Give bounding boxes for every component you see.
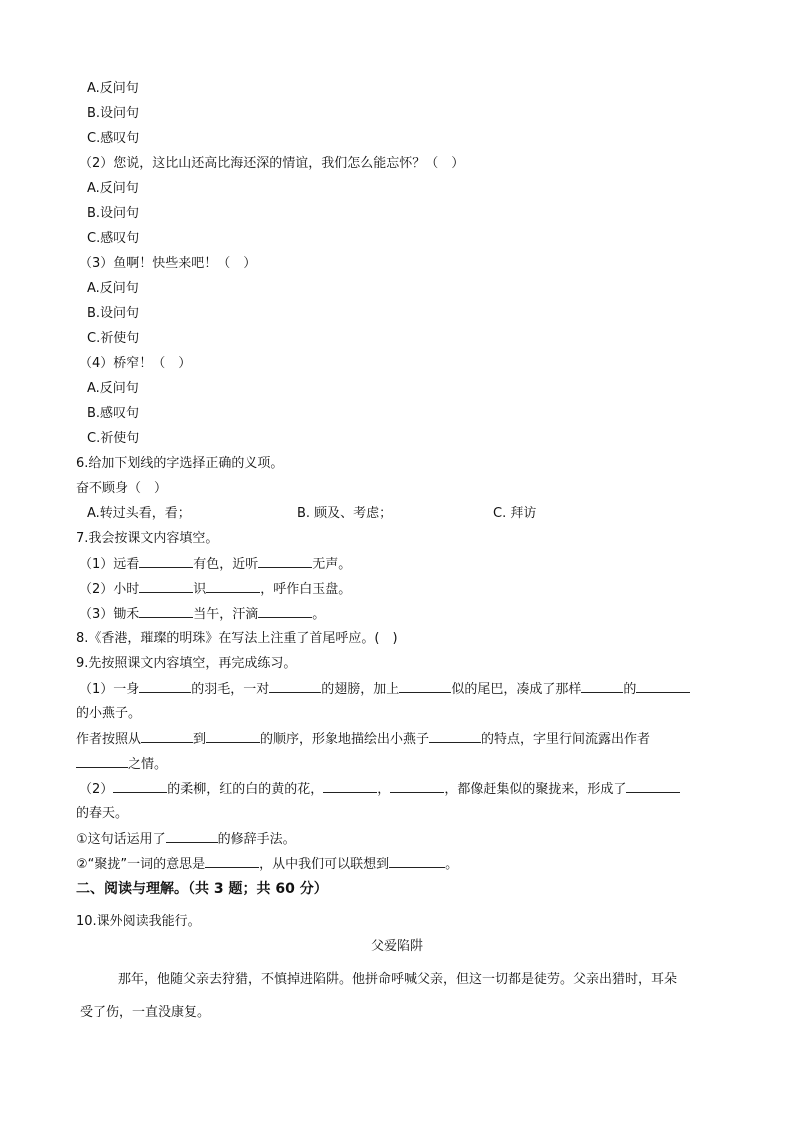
q5-4-option-b: B.感叹句 xyxy=(87,406,140,421)
passage-line-1: 那年，他随父亲去狩猎，不慎掉进陷阱。他拼命呼喊父亲，但这一切都是徒劳。父亲出猎时，耳朵 xyxy=(118,972,678,987)
q7-3-text-a: （3）锄禾 xyxy=(79,607,140,622)
answer-blank[interactable] xyxy=(139,555,193,568)
answer-blank[interactable] xyxy=(166,830,218,843)
passage-line-2: 受了伤，一直没康复。 xyxy=(80,1005,211,1020)
q9-sub-1 xyxy=(76,830,296,849)
q6-option-c: C. 拜访 xyxy=(493,506,537,521)
q9-3-text-b: 的柔柳，红的白的黄的花， xyxy=(167,782,324,797)
q9-sub-2 xyxy=(76,855,458,874)
q9-line-3b: 的春天。 xyxy=(76,806,129,821)
q7-line-3 xyxy=(79,605,325,624)
answer-blank[interactable] xyxy=(258,605,312,618)
answer-blank[interactable] xyxy=(205,855,259,868)
q9-2-text-a: 作者按照从 xyxy=(76,732,142,747)
q8-statement: 8.《香港，璀璨的明珠》在写法上注重了首尾呼应。( ) xyxy=(76,631,398,646)
answer-blank[interactable] xyxy=(206,580,260,593)
q5-1-option-a: A.反问句 xyxy=(87,81,139,96)
q7-2-text-b: 识 xyxy=(193,582,207,597)
q9-2-text-e: 之情。 xyxy=(128,757,168,772)
answer-blank[interactable] xyxy=(323,780,377,793)
q7-title: 7.我会按课文内容填空。 xyxy=(76,531,219,546)
q9-line-3 xyxy=(79,780,680,799)
q5-3-stem: （3）鱼啊！快些来吧！（ ） xyxy=(79,256,257,271)
answer-blank[interactable] xyxy=(206,730,260,743)
answer-blank[interactable] xyxy=(636,680,690,693)
q6-word: 奋不顾身（ ） xyxy=(76,481,168,496)
q9-1-text-b: 的羽毛，一对 xyxy=(191,682,270,697)
q9-c1-text-b: 的修辞手法。 xyxy=(217,832,296,847)
answer-blank[interactable] xyxy=(139,605,193,618)
q9-line-1 xyxy=(79,680,690,699)
q6-option-a: A.转过头看，看； xyxy=(87,506,191,521)
q9-3-text-c: ， xyxy=(377,782,391,797)
q6-title: 6.给加下划线的字选择正确的义项。 xyxy=(76,456,284,471)
answer-blank[interactable] xyxy=(429,730,481,743)
q9-3-text-a: （2） xyxy=(79,782,114,797)
q9-title: 9.先按照课文内容填空，再完成练习。 xyxy=(76,656,297,671)
q9-c2-text-b: ，从中我们可以联想到 xyxy=(259,857,390,872)
q9-line-1b: 的小燕子。 xyxy=(76,706,142,721)
q5-3-option-b: B.设问句 xyxy=(87,306,140,321)
q9-1-text-a: （1）一身 xyxy=(79,682,140,697)
q9-1-text-e: 的 xyxy=(623,682,637,697)
q7-2-text-c: ，呼作白玉盘。 xyxy=(260,582,352,597)
q5-2-option-b: B.设问句 xyxy=(87,206,140,221)
section-2-heading: 二、阅读与理解。（共 3 题；共 60 分） xyxy=(76,881,328,897)
answer-blank[interactable] xyxy=(258,555,312,568)
answer-blank[interactable] xyxy=(390,780,444,793)
q5-4-option-a: A.反问句 xyxy=(87,381,139,396)
q9-line-2 xyxy=(76,730,650,749)
q5-3-option-c: C.祈使句 xyxy=(87,331,140,346)
q5-2-option-c: C.感叹句 xyxy=(87,231,140,246)
q9-line-2b xyxy=(76,755,167,774)
answer-blank[interactable] xyxy=(269,680,321,693)
q9-1-text-d: 似的尾巴，凑成了那样 xyxy=(451,682,582,697)
q5-3-option-a: A.反问句 xyxy=(87,281,139,296)
q9-2-text-d: 的特点，字里行间流露出作者 xyxy=(481,732,651,747)
answer-blank[interactable] xyxy=(139,580,193,593)
answer-blank[interactable] xyxy=(76,755,128,768)
q9-2-text-b: 到 xyxy=(193,732,207,747)
answer-blank[interactable] xyxy=(141,730,193,743)
q9-1-text-c: 的翅膀，加上 xyxy=(321,682,400,697)
answer-blank[interactable] xyxy=(581,680,623,693)
q9-c1-text-a: ①这句话运用了 xyxy=(76,832,166,847)
q7-3-text-b: 当午，汗滴 xyxy=(193,607,259,622)
q5-4-option-c: C.祈使句 xyxy=(87,431,140,446)
answer-blank[interactable] xyxy=(626,780,680,793)
passage-title: 父爱陷阱 xyxy=(370,939,423,954)
q5-4-stem: （4）桥窄！（ ） xyxy=(79,356,192,371)
q7-line-2 xyxy=(79,580,351,599)
q7-2-text-a: （2）小时 xyxy=(79,582,140,597)
answer-blank[interactable] xyxy=(113,780,167,793)
q9-2-text-c: 的顺序，形象地描绘出小燕子 xyxy=(260,732,430,747)
q5-1-option-c: C.感叹句 xyxy=(87,131,140,146)
q10-title: 10.课外阅读我能行。 xyxy=(76,914,201,929)
q5-2-option-a: A.反问句 xyxy=(87,181,139,196)
q6-option-b: B. 顾及、考虑； xyxy=(297,506,393,521)
q5-1-option-b: B.设问句 xyxy=(87,106,140,121)
answer-blank[interactable] xyxy=(399,680,451,693)
q7-1-text-a: （1）远看 xyxy=(79,557,140,572)
q7-line-1 xyxy=(79,555,351,574)
q7-1-text-c: 无声。 xyxy=(312,557,352,572)
answer-blank[interactable] xyxy=(139,680,191,693)
q5-2-stem: （2）您说，这比山还高比海还深的情谊，我们怎么能忘怀？（ ） xyxy=(79,156,465,171)
q7-1-text-b: 有色，近听 xyxy=(193,557,259,572)
q9-3-text-d: ，都像赶集似的聚拢来，形成了 xyxy=(444,782,627,797)
q9-c2-text-c: 。 xyxy=(445,857,459,872)
answer-blank[interactable] xyxy=(389,855,445,868)
q7-3-text-c: 。 xyxy=(312,607,326,622)
q9-c2-text-a: ②“聚拢”一词的意思是 xyxy=(76,857,206,872)
